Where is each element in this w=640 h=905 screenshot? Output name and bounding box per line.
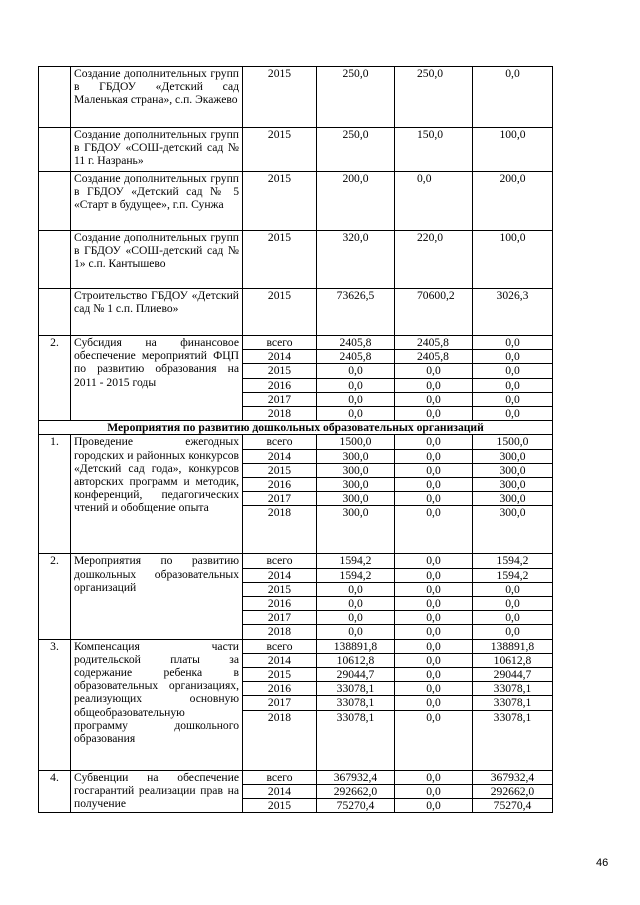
row-value-federal: 0,0 [395,568,473,582]
row-description: Создание дополнительных групп в ГБДОУ «Детский сад Маленькая страна», с.п. Экажево [71,67,243,128]
row-value-regional: 292662,0 [473,784,553,798]
row-value-total: 2405,8 [317,336,395,350]
row-value-total: 367932,4 [317,770,395,784]
row-year: всего [243,554,317,568]
table-row [39,770,553,784]
row-year: 2015 [243,289,317,336]
row-value-regional: 300,0 [473,506,553,554]
row-value-total: 33078,1 [317,710,395,770]
row-description: Строительство ГБДОУ «Детский сад № 1 с.п. Плиево» [71,289,243,336]
row-year: 2015 [243,67,317,128]
row-value-total: 0,0 [317,597,395,611]
table-row [39,128,553,172]
table-row [39,231,553,289]
row-year: 2015 [243,128,317,172]
row-year: 2018 [243,625,317,639]
row-year: 2016 [243,378,317,392]
row-description: Субсидия на финансовое обеспечение мероприятий ФЦП по развитию образования на 2011 - 2015 годы [71,336,243,421]
row-value-total: 75270,4 [317,799,395,813]
table-row [39,554,553,568]
row-value-total: 300,0 [317,492,395,506]
row-year: 2014 [243,449,317,463]
row-number: 3. [39,639,71,770]
row-value-federal: 0,0 [395,172,473,231]
row-value-federal: 250,0 [395,67,473,128]
row-value-federal: 150,0 [395,128,473,172]
row-year: 2014 [243,568,317,582]
row-value-regional: 138891,8 [473,639,553,653]
row-value-federal: 0,0 [395,463,473,477]
row-value-total: 0,0 [317,625,395,639]
row-value-regional: 0,0 [473,625,553,639]
row-value-regional: 0,0 [473,364,553,378]
row-number [39,231,71,289]
budget-table [38,66,553,813]
row-value-total: 29044,7 [317,668,395,682]
row-value-total: 138891,8 [317,639,395,653]
row-year: 2014 [243,784,317,798]
row-year: 2015 [243,799,317,813]
row-value-regional: 300,0 [473,463,553,477]
row-value-federal: 0,0 [395,611,473,625]
row-value-federal: 0,0 [395,625,473,639]
row-value-regional: 367932,4 [473,770,553,784]
row-value-total: 33078,1 [317,682,395,696]
row-value-total: 10612,8 [317,653,395,667]
row-number: 1. [39,435,71,554]
row-value-federal: 70600,2 [395,289,473,336]
row-value-federal: 0,0 [395,696,473,710]
row-value-total: 0,0 [317,378,395,392]
row-value-total: 250,0 [317,67,395,128]
row-value-regional: 0,0 [473,392,553,406]
row-value-regional: 0,0 [473,582,553,596]
row-value-regional: 1594,2 [473,554,553,568]
row-number: 2. [39,554,71,639]
table-row [39,336,553,350]
row-year: 2018 [243,407,317,421]
row-year: 2016 [243,682,317,696]
row-value-total: 320,0 [317,231,395,289]
row-value-regional: 0,0 [473,611,553,625]
row-value-regional: 29044,7 [473,668,553,682]
row-value-federal: 0,0 [395,554,473,568]
row-year: 2015 [243,463,317,477]
row-value-regional: 10612,8 [473,653,553,667]
row-value-total: 300,0 [317,478,395,492]
row-value-total: 200,0 [317,172,395,231]
row-year: 2017 [243,492,317,506]
row-value-federal: 0,0 [395,364,473,378]
row-value-federal: 0,0 [395,682,473,696]
row-value-regional: 0,0 [473,336,553,350]
row-value-regional: 100,0 [473,128,553,172]
row-value-total: 2405,8 [317,350,395,364]
row-value-total: 0,0 [317,407,395,421]
row-value-federal: 0,0 [395,407,473,421]
row-number [39,289,71,336]
row-description: Создание дополнительных групп в ГБДОУ «Детский сад № 5 «Старт в будущее», г.п. Сунжа [71,172,243,231]
row-value-regional: 75270,4 [473,799,553,813]
row-value-regional: 0,0 [473,597,553,611]
row-year: 2018 [243,710,317,770]
row-value-regional: 33078,1 [473,696,553,710]
row-value-regional: 300,0 [473,449,553,463]
row-value-regional: 33078,1 [473,710,553,770]
row-value-federal: 0,0 [395,639,473,653]
row-description: Создание дополнительных групп в ГБДОУ «СОШ-детский сад № 11 г. Назрань» [71,128,243,172]
row-year: 2015 [243,172,317,231]
row-year: 2017 [243,392,317,406]
row-value-federal: 2405,8 [395,350,473,364]
row-value-federal: 0,0 [395,506,473,554]
table-row [39,67,553,128]
row-value-total: 1594,2 [317,554,395,568]
row-value-federal: 0,0 [395,378,473,392]
row-number [39,172,71,231]
row-year: всего [243,336,317,350]
row-value-regional: 0,0 [473,378,553,392]
row-value-federal: 0,0 [395,784,473,798]
row-value-regional: 300,0 [473,492,553,506]
row-description: Субвенции на обеспечение госгарантий реализации прав на получение [71,770,243,813]
row-year: 2016 [243,478,317,492]
row-value-federal: 0,0 [395,449,473,463]
row-year: всего [243,435,317,449]
row-value-federal: 0,0 [395,478,473,492]
row-value-total: 300,0 [317,506,395,554]
row-value-regional: 0,0 [473,350,553,364]
row-value-regional: 100,0 [473,231,553,289]
row-number: 2. [39,336,71,421]
page-number: 46 [596,857,609,869]
row-year: всего [243,639,317,653]
row-value-regional: 300,0 [473,478,553,492]
table-row [39,435,553,449]
row-value-federal: 0,0 [395,799,473,813]
row-value-federal: 0,0 [395,435,473,449]
row-value-total: 300,0 [317,463,395,477]
section-header: Мероприятия по развитию дошкольных образовательных организаций [39,421,553,435]
row-year: 2017 [243,611,317,625]
row-value-federal: 0,0 [395,597,473,611]
row-value-federal: 220,0 [395,231,473,289]
row-value-federal: 0,0 [395,492,473,506]
row-value-total: 0,0 [317,611,395,625]
row-number: 4. [39,770,71,813]
row-value-federal: 0,0 [395,770,473,784]
row-value-regional: 33078,1 [473,682,553,696]
row-value-regional: 1500,0 [473,435,553,449]
row-year: 2015 [243,582,317,596]
row-value-regional: 3026,3 [473,289,553,336]
row-year: 2014 [243,350,317,364]
row-number [39,67,71,128]
row-value-total: 73626,5 [317,289,395,336]
row-value-total: 0,0 [317,364,395,378]
row-year: 2015 [243,231,317,289]
row-value-federal: 0,0 [395,710,473,770]
section-header-row [39,421,553,435]
row-year: 2016 [243,597,317,611]
row-value-federal: 2405,8 [395,336,473,350]
row-description: Проведение ежегодных городских и районных конкурсов «Детский сад года», конкурсов авторских программ и методик, конференций, педагогических чтений и обобщение опыта [71,435,243,554]
row-value-regional: 0,0 [473,67,553,128]
row-value-federal: 0,0 [395,582,473,596]
row-value-federal: 0,0 [395,668,473,682]
row-value-total: 33078,1 [317,696,395,710]
row-description: Компенсация части родительской платы за содержание ребенка в образовательных организациях, реализующих основную общеобразовательную программу дошкольного образования [71,639,243,770]
row-value-total: 0,0 [317,392,395,406]
row-year: 2014 [243,653,317,667]
row-value-federal: 0,0 [395,392,473,406]
row-value-total: 300,0 [317,449,395,463]
row-year: 2017 [243,696,317,710]
row-value-total: 250,0 [317,128,395,172]
row-value-regional: 1594,2 [473,568,553,582]
row-value-total: 0,0 [317,582,395,596]
table-row [39,172,553,231]
row-value-regional: 0,0 [473,407,553,421]
row-value-total: 1594,2 [317,568,395,582]
row-number [39,128,71,172]
row-value-regional: 200,0 [473,172,553,231]
table-row [39,639,553,653]
row-description: Мероприятия по развитию дошкольных образовательных организаций [71,554,243,639]
table-row [39,289,553,336]
row-year: 2015 [243,668,317,682]
row-value-federal: 0,0 [395,653,473,667]
row-value-total: 292662,0 [317,784,395,798]
row-year: 2018 [243,506,317,554]
row-year: 2015 [243,364,317,378]
row-year: всего [243,770,317,784]
row-description: Создание дополнительных групп в ГБДОУ «СОШ-детский сад № 1» с.п. Кантышево [71,231,243,289]
row-value-total: 1500,0 [317,435,395,449]
